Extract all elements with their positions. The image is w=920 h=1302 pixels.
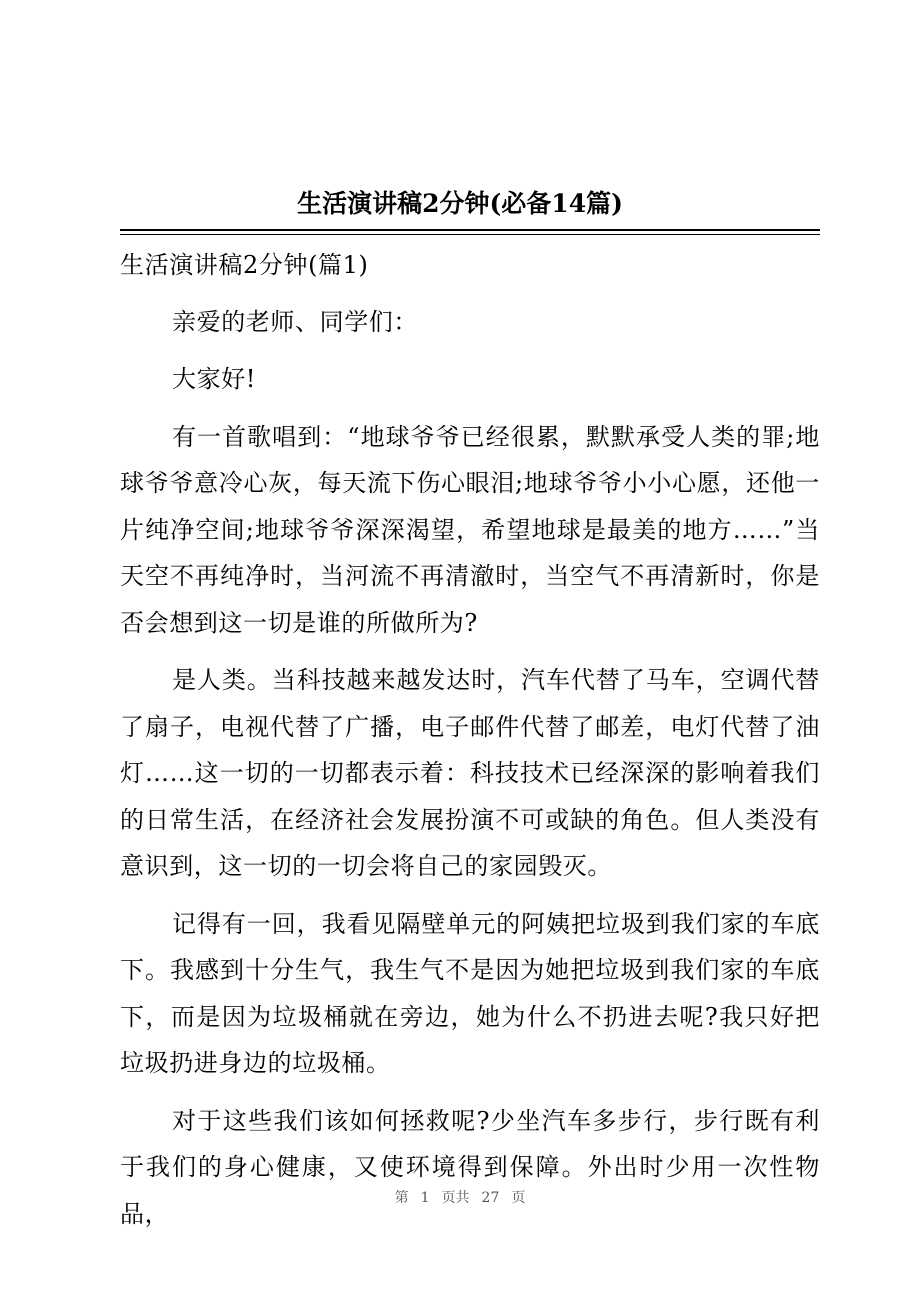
document-title: 生活演讲稿2分钟(必备14篇) xyxy=(297,189,623,218)
footer-total-pages: 27 xyxy=(481,1190,500,1206)
paragraph-anecdote: 记得有一回，我看见隔壁单元的阿姨把垃圾到我们家的车底下。我感到十分生气，我生气不是因为她把垃圾到我们家的车底下，而是因为垃圾桶就在旁边，她为什么不扔进去呢?我只好把垃圾扔进身边的垃圾桶。 xyxy=(120,909,820,1077)
paragraph-solutions: 对于这些我们该如何拯救呢?少坐汽车多步行，步行既有利于我们的身心健康，又使环境得到保障。外出时少用一次性物品， xyxy=(120,1106,820,1228)
document-body xyxy=(120,242,820,1237)
footer-page-label: 第 xyxy=(394,1190,409,1206)
paragraph-greeting: 亲爱的老师、同学们： xyxy=(172,307,418,336)
page-footer xyxy=(0,1186,920,1210)
section-heading: 生活演讲稿2分钟(篇1) xyxy=(120,251,369,279)
footer-current-page: 1 xyxy=(420,1190,430,1206)
footer-page-suffix: 页 xyxy=(511,1190,526,1206)
paragraph-song: 有一首歌唱到：“地球爷爷已经很累，默默承受人类的罪;地球爷爷意冷心灰，每天流下伤心眼泪;地球爷爷小小心愿，还他一片纯净空间;地球爷爷深深渴望，希望地球是最美的地方……”当天空不再纯净时，当河流不再清澈时，当空气不再清新时，你是否会想到这一切是谁的所做所为? xyxy=(120,422,820,637)
title-divider-thick xyxy=(120,229,820,231)
title-divider-thin xyxy=(120,234,820,235)
paragraph-technology: 是人类。当科技越来越发达时，汽车代替了马车，空调代替了扇子，电视代替了广播，电子邮件代替了邮差，电灯代替了油灯……这一切的一切都表示着：科技技术已经深深的影响着我们的日常生活，在经济社会发展扮演不可或缺的角色。但人类没有意识到，这一切的一切会将自己的家园毁灭。 xyxy=(120,666,820,880)
paragraph-hello: 大家好! xyxy=(172,365,257,393)
footer-page-of-label: 页共 xyxy=(441,1190,470,1206)
